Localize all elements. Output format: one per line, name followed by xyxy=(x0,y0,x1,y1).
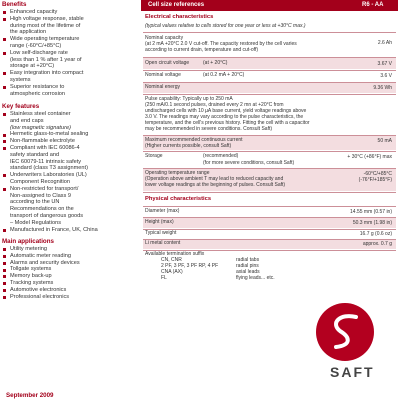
termination-code: FL xyxy=(161,275,167,281)
nominal-energy-label: Nominal energy xyxy=(145,84,181,90)
op-temp-value-f: (-76°F/+185°F) xyxy=(358,177,392,183)
termination-desc: flying leads... etc. xyxy=(236,275,275,281)
list-item: transport of dangerous goods xyxy=(10,212,84,219)
list-item: during most of the lifetime of xyxy=(10,22,81,29)
applications-list xyxy=(2,246,139,300)
list-item: atmospheric corrosion xyxy=(10,90,66,97)
divider xyxy=(143,94,396,95)
list-item: Component Recognition xyxy=(10,178,71,185)
main-applications-heading: Main applications xyxy=(2,238,54,245)
nominal-capacity-note: according to current drain, temperature and cut-off) xyxy=(145,47,259,53)
ocv-label: Open circuit voltage xyxy=(145,60,190,66)
header-label: Cell size references xyxy=(148,2,205,8)
diameter-label: Diameter (max) xyxy=(145,208,180,214)
list-item: – Model Regulations xyxy=(10,219,61,226)
list-item: Manufactured in France, UK, China xyxy=(2,227,139,234)
header-value: R6 - AA xyxy=(362,2,384,8)
list-item: systems xyxy=(10,76,31,83)
termination-desc: radial pins xyxy=(236,263,259,269)
terminations-label: Available termination suffix xyxy=(145,251,205,257)
nominal-voltage-value: 3.6 V xyxy=(380,73,392,79)
termination-code: 2 PF, 3 PF, 3 PF RP, 4 PF xyxy=(161,263,219,269)
row-shade xyxy=(143,83,396,93)
storage-condition: (recommended) xyxy=(203,153,239,159)
lithium-value: approx. 0.7 g xyxy=(362,241,392,247)
weight-value: 16.7 g (0.6 oz) xyxy=(359,231,392,237)
list-item: range (-60°C/+85°C) xyxy=(10,42,62,49)
ocv-condition: (at + 20°C) xyxy=(203,60,228,66)
list-item: Utility metering xyxy=(2,246,139,253)
height-value: 50.3 mm (1.98 in) xyxy=(352,220,392,226)
list-item: Compliant with IEC 60086-4 xyxy=(2,145,139,152)
pulse-note: 3.0 V. The readings may vary according to the pulse characteristics, the xyxy=(145,114,304,120)
list-item: Superior resistance to xyxy=(2,84,139,91)
list-item: Tracking systems xyxy=(2,280,139,287)
list-item: Enhanced capacity xyxy=(2,9,139,16)
nominal-capacity-note: (at 2 mA +20°C 2.0 V cut-off. The capacity restored by the cell varies xyxy=(145,41,297,47)
key-features-list xyxy=(2,111,139,233)
row-shade xyxy=(143,240,396,249)
termination-code: CNA (AX) xyxy=(161,269,183,275)
ocv-value: 3.67 V xyxy=(377,61,392,67)
saft-logo-emblem xyxy=(316,303,374,361)
list-item: (low magnetic signature) xyxy=(10,124,71,131)
max-current-value: 50 mA xyxy=(377,138,392,144)
op-temp-note: (Operation above ambient T may lead to reduced capacity and xyxy=(145,176,284,182)
list-item: and end caps xyxy=(10,117,44,124)
divider xyxy=(143,229,396,230)
list-item: Automatic meter reading xyxy=(2,253,139,260)
pulse-note: undischarged cells with 10 µA base current, yield voltage readings above xyxy=(145,108,307,114)
divider xyxy=(143,206,396,207)
storage-note: (for more severe conditions, consult Saft) xyxy=(203,160,295,166)
list-item: (less than 1 % after 1 year of xyxy=(10,56,82,63)
op-temp-note: lower voltage readings at the beginning of pulses. Consult Saft) xyxy=(145,182,286,188)
nominal-voltage-label: Nominal voltage xyxy=(145,72,181,78)
storage-label: Storage xyxy=(145,153,163,159)
list-item: Recommendations on the xyxy=(10,206,74,213)
list-item: Professional electronics xyxy=(2,294,139,301)
max-current-label: Maximum recommended continuous current xyxy=(145,137,243,143)
list-item: Non-flammable electrolyte xyxy=(2,138,139,145)
saft-logo-wordmark: SAFT xyxy=(330,364,375,380)
spec-header xyxy=(141,0,398,11)
pulse-note: may be recommended in severe conditions. Consult Saft) xyxy=(145,126,273,132)
list-item: Non-restricted for transport/ xyxy=(2,186,139,193)
list-item: Memory back-up xyxy=(2,273,139,280)
list-item: safety standard and xyxy=(10,151,60,158)
divider xyxy=(143,32,396,33)
list-item: High voltage response, stable xyxy=(2,16,139,23)
lithium-label: Li metal content xyxy=(145,240,181,246)
left-column xyxy=(2,0,139,400)
max-current-note: (Higher currents possible, consult Saft) xyxy=(145,143,232,149)
diameter-value: 14.55 mm (0.57 in) xyxy=(350,209,392,215)
list-item: Tollgate systems xyxy=(2,266,139,273)
electrical-note: (typical values relative to cells stored for one year or less at +30°C max.) xyxy=(145,23,306,29)
termination-desc: axial leads xyxy=(236,269,260,275)
list-item: Automotive electronics xyxy=(2,287,139,294)
footer-date: September 2009 xyxy=(6,392,54,399)
list-item: Underwriters Laboratories (UL) xyxy=(2,172,139,179)
height-label: Height (max) xyxy=(145,219,174,225)
divider xyxy=(143,192,396,193)
s-swoosh-icon xyxy=(316,303,374,361)
pulse-note: (250 mA/0.1 second pulses, drained every 2 mn at +20°C from xyxy=(145,102,284,108)
pulse-label: Pulse capability: Typically up to 250 mA xyxy=(145,96,233,102)
pulse-note: temperature, and the cell's previous history. Fitting the cell with a capacitor xyxy=(145,120,310,126)
list-item: according to the UN xyxy=(10,199,60,206)
op-temp-label: Operating temperature range xyxy=(145,170,210,176)
physical-heading: Physical characteristics xyxy=(145,196,212,202)
nominal-capacity-label: Nominal capacity xyxy=(145,35,184,41)
list-item: Non-assigned to Class 9 xyxy=(10,192,71,199)
list-item: Wide operating temperature xyxy=(2,36,139,43)
list-item: Easy integration into compact xyxy=(2,70,139,77)
nominal-voltage-condition: (at 0.2 mA + 20°C) xyxy=(203,72,245,78)
list-item: storage at +20°C) xyxy=(10,63,55,70)
divider xyxy=(143,151,396,152)
divider xyxy=(143,70,396,71)
storage-value: + 30°C (+86°F) max xyxy=(347,154,392,160)
electrical-heading: Electrical characteristics xyxy=(145,14,214,20)
nominal-energy-value: 9.36 Wh xyxy=(373,85,392,91)
benefits-list xyxy=(2,9,139,97)
list-item: Low self-discharge rate xyxy=(2,50,139,57)
list-item: IEC 60079-11 intrinsic safety xyxy=(10,158,82,165)
list-item: standard (class T3 assignment) xyxy=(10,165,88,172)
list-item: Stainless steel container xyxy=(2,111,139,118)
weight-label: Typical weight xyxy=(145,230,177,236)
list-item: Hermetic glass-to-metal sealing xyxy=(2,131,139,138)
key-features-heading: Key features xyxy=(2,103,40,110)
termination-code: CN, CNR xyxy=(161,257,182,263)
benefits-heading: Benefits xyxy=(2,1,27,8)
list-item: Alarms and security devices xyxy=(2,260,139,267)
termination-desc: radial tabs xyxy=(236,257,260,263)
nominal-capacity-value: 2.6 Ah xyxy=(377,40,392,46)
list-item: the application xyxy=(10,29,47,36)
op-temp-value: -60°C/+85°C xyxy=(363,171,392,177)
